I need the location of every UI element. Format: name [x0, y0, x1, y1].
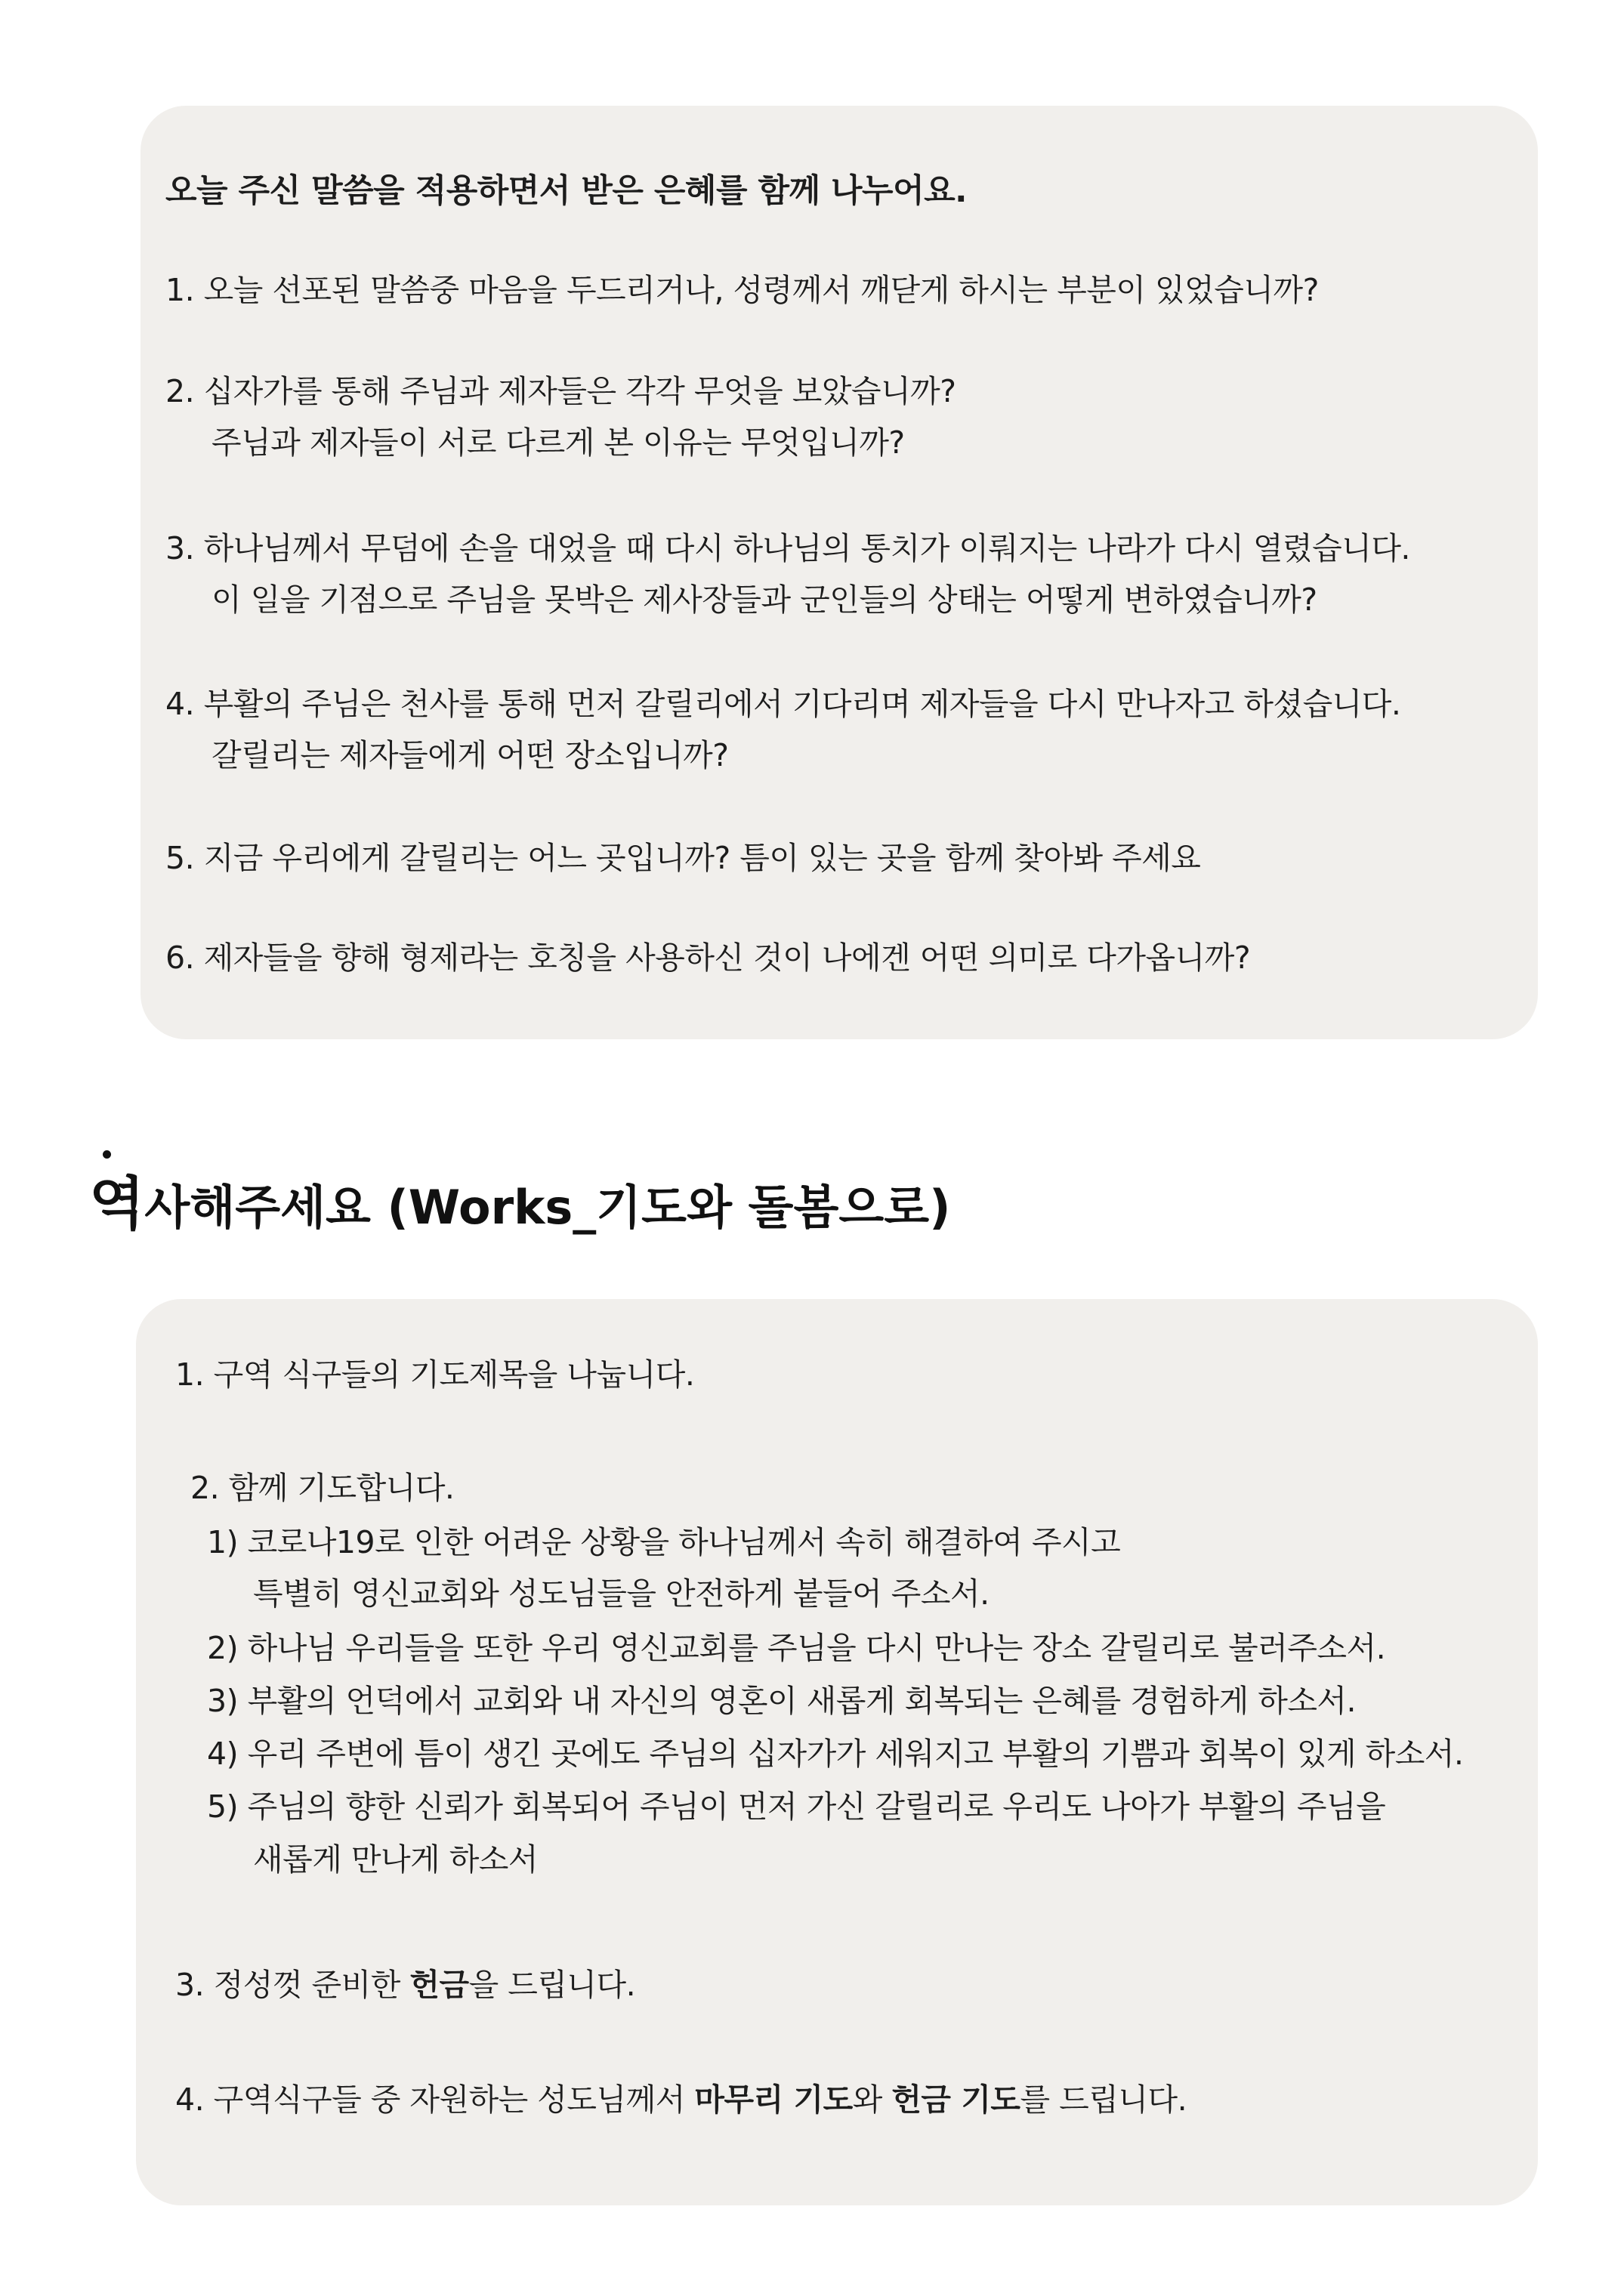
question-2-line-1: 2. 십자가를 통해 주님과 제자들은 각각 무엇을 보았습니까? [165, 373, 956, 409]
works-item-3-post: 을 드립니다. [468, 1967, 636, 2003]
works-item-3 [175, 1967, 636, 2003]
works-item-4 [175, 2082, 1187, 2118]
works-section-heading [89, 1170, 951, 1237]
prayer-3-line-1: 3) 부활의 언덕에서 교회와 내 자신의 영혼이 새롭게 회복되는 은혜를 경험하게 하소서. [207, 1683, 1357, 1719]
discussion-intro: 오늘 주신 말씀을 적용하면서 받은 은혜를 함께 나누어요. [165, 172, 967, 210]
question-4-line-2: 갈릴리는 제자들에게 어떤 장소입니까? [211, 737, 729, 773]
works-item-4-bold-2: 헌금 기도 [891, 2082, 1020, 2118]
question-6-line-1: 6. 제자들을 향해 형제라는 호칭을 사용하신 것이 나에겐 어떤 의미로 다가옵니까? [165, 940, 1251, 976]
heading-first-text: 역 [89, 1170, 145, 1237]
prayer-1-line-1: 1) 코로나19로 인한 어려운 상황을 하나님께서 속히 해결하여 주시고 [207, 1524, 1121, 1560]
works-card [136, 1299, 1538, 2205]
prayer-5-line-1: 5) 주님의 향한 신뢰가 회복되어 주님이 먼저 가신 갈릴리로 우리도 나아가 부활의 주님을 [207, 1788, 1386, 1825]
works-item-4-mid: 와 [852, 2082, 892, 2118]
question-3-line-2: 이 일을 기점으로 주님을 못박은 제사장들과 군인들의 상태는 어떻게 변하였습니까? [211, 582, 1317, 618]
question-3-line-1: 3. 하나님께서 무덤에 손을 대었을 때 다시 하나님의 통치가 이뤄지는 나라가 다시 열렸습니다. [165, 530, 1410, 566]
works-item-3-bold: 헌금 [409, 1967, 469, 2003]
heading-first-char [89, 1170, 144, 1237]
prayer-5-line-2: 새롭게 만나게 하소서 [253, 1841, 539, 1878]
heading-rest-text: 사해주세요 (Works_기도와 돌봄으로) [144, 1180, 951, 1235]
works-item-2: 2. 함께 기도합니다. [190, 1470, 455, 1506]
prayer-2-line-1: 2) 하나님 우리들을 또한 우리 영신교회를 주님을 다시 만나는 장소 갈릴리로 불러주소서. [207, 1630, 1386, 1666]
question-5-line-1: 5. 지금 우리에게 갈릴리는 어느 곳입니까? 틈이 있는 곳을 함께 찾아봐 주세요 [165, 840, 1201, 876]
works-item-1: 1. 구역 식구들의 기도제목을 나눕니다. [175, 1356, 695, 1393]
prayer-1-line-2: 특별히 영신교회와 성도님들을 안전하게 붙들어 주소서. [253, 1575, 990, 1612]
discussion-card [140, 106, 1538, 1039]
works-item-4-post: 를 드립니다. [1020, 2082, 1187, 2118]
question-2-line-2: 주님과 제자들이 서로 다르게 본 이유는 무엇입니까? [211, 424, 905, 461]
works-item-4-bold-1: 마무리 기도 [694, 2082, 853, 2118]
heading-dot-mark [103, 1150, 111, 1159]
works-item-4-pre: 4. 구역식구들 중 자원하는 성도님께서 [175, 2082, 695, 2118]
prayer-4-line-1: 4) 우리 주변에 틈이 생긴 곳에도 주님의 십자가가 세워지고 부활의 기쁨과 회복이 있게 하소서. [207, 1736, 1464, 1772]
works-item-3-pre: 3. 정성껏 준비한 [175, 1967, 410, 2003]
question-1-line-1: 1. 오늘 선포된 말씀중 마음을 두드리거나, 성령께서 깨닫게 하시는 부분이 있었습니까? [165, 272, 1319, 308]
question-4-line-1: 4. 부활의 주님은 천사를 통해 먼저 갈릴리에서 기다리며 제자들을 다시 만나자고 하셨습니다. [165, 686, 1401, 722]
